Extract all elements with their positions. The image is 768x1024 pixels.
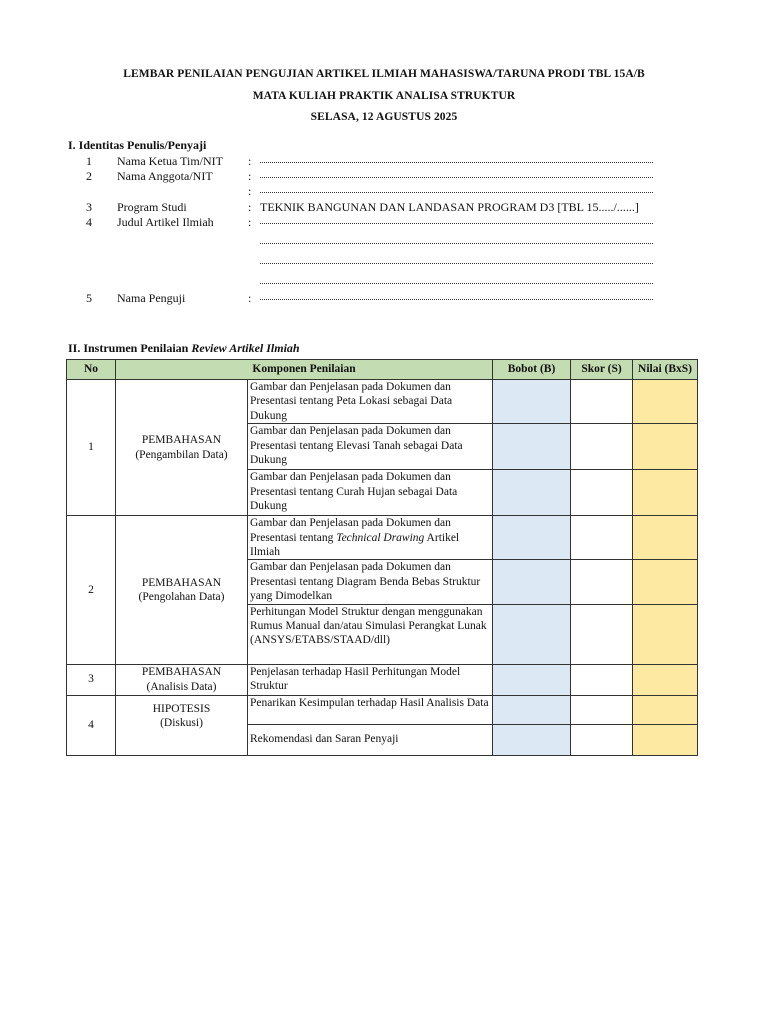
row-number: 5 (86, 291, 92, 305)
identity-row-judul-cont-3 (0, 275, 768, 290)
component-title: PEMBAHASAN (141, 666, 222, 679)
row-colon: : (248, 154, 252, 168)
nilai-cell[interactable] (633, 604, 698, 664)
component-subtitle: (Pengolahan Data) (138, 590, 225, 603)
skor-cell[interactable] (571, 560, 633, 604)
row-colon: : (248, 184, 252, 198)
section-2-heading (68, 341, 300, 356)
skor-cell[interactable] (571, 470, 633, 516)
col-header-bobot: Bobot (B) (493, 360, 571, 380)
row-number: 4 (86, 215, 92, 229)
table-row (67, 664, 698, 695)
group-component (116, 664, 248, 695)
skor-cell[interactable] (571, 424, 633, 470)
criterion-text: Penarikan Kesimpulan terhadap Hasil Analisis Data (248, 695, 493, 724)
bobot-cell[interactable] (493, 516, 571, 560)
table-row (67, 695, 698, 724)
criterion-text: Gambar dan Penjelasan pada Dokumen dan Presentasi tentang Peta Lokasi sebagai Data Dukung (248, 380, 493, 424)
criterion-text-part: Gambar dan Penjelasan pada Dokumen dan Presentasi tentang (250, 517, 454, 544)
row-label: Nama Ketua Tim/NIT (117, 154, 223, 168)
nilai-cell[interactable] (633, 380, 698, 424)
component-title: HIPOTESIS (152, 702, 211, 715)
col-header-skor: Skor (S) (571, 360, 633, 380)
col-header-komponen: Komponen Penilaian (116, 360, 493, 380)
group-number: 4 (67, 695, 116, 755)
document-title-line-1: LEMBAR PENILAIAN PENGUJIAN ARTIKEL ILMIAH MAHASISWA/TARUNA PRODI TBL 15A/B (123, 68, 645, 80)
nilai-cell[interactable] (633, 560, 698, 604)
identity-row-judul-cont-2 (0, 255, 768, 270)
component-title: PEMBAHASAN (141, 576, 222, 589)
section-1-heading: I. Identitas Penulis/Penyaji (68, 138, 207, 152)
identity-row-anggota (0, 169, 768, 184)
document-title-line-3: SELASA, 12 AGUSTUS 2025 (310, 111, 458, 123)
component-subtitle: (Pengambilan Data) (135, 448, 228, 461)
skor-cell[interactable] (571, 516, 633, 560)
row-number: 3 (86, 200, 92, 214)
bobot-cell[interactable] (493, 695, 571, 724)
criterion-text-part: Artikel Ilmiah (250, 531, 463, 559)
component-subtitle: (Analisis Data) (146, 680, 217, 693)
identity-row-anggota-2 (0, 184, 768, 199)
skor-cell[interactable] (571, 380, 633, 424)
nilai-cell[interactable] (633, 695, 698, 724)
criterion-text: Rekomendasi dan Saran Penyaji (248, 724, 493, 755)
section-2-heading-italic: Review Artikel Ilmiah (191, 341, 300, 355)
bobot-cell[interactable] (493, 470, 571, 516)
row-colon: : (248, 291, 252, 305)
nilai-cell[interactable] (633, 664, 698, 695)
assessment-table (66, 359, 698, 756)
identity-row-ketua (0, 154, 768, 169)
fill-in-line-anggota[interactable] (260, 169, 653, 178)
skor-cell[interactable] (571, 695, 633, 724)
criterion-text: Gambar dan Penjelasan pada Dokumen dan Presentasi tentang Elevasi Tanah sebagai Data Dukung (248, 424, 493, 470)
bobot-cell[interactable] (493, 380, 571, 424)
group-component (116, 516, 248, 664)
criterion-text: Perhitungan Model Struktur dengan menggunakan Rumus Manual dan/atau Simulasi Perangkat Lunak (ANSYS/ETABS/STAAD/dll) (248, 604, 493, 664)
program-studi-value: TEKNIK BANGUNAN DAN LANDASAN PROGRAM D3 [TBL 15...../......] (260, 200, 639, 214)
group-component (116, 380, 248, 516)
fill-in-line-judul-2[interactable] (260, 235, 653, 244)
row-label: Judul Artikel Ilmiah (117, 215, 214, 229)
nilai-cell[interactable] (633, 724, 698, 755)
nilai-cell[interactable] (633, 516, 698, 560)
row-colon: : (248, 215, 252, 229)
group-component (116, 695, 248, 755)
skor-cell[interactable] (571, 664, 633, 695)
criterion-text: Gambar dan Penjelasan pada Dokumen dan Presentasi tentang Curah Hujan sebagai Data Dukung (248, 470, 493, 516)
criterion-text: Gambar dan Penjelasan pada Dokumen dan Presentasi tentang Diagram Benda Bebas Struktur yang Dimodelkan (248, 560, 493, 604)
row-label: Nama Penguji (117, 291, 186, 305)
identity-row-penguji (0, 291, 768, 306)
document-title-line-2: MATA KULIAH PRAKTIK ANALISA STRUKTUR (252, 90, 516, 102)
fill-in-line-ketua[interactable] (260, 154, 653, 163)
row-label: Nama Anggota/NIT (117, 169, 213, 183)
table-row (67, 516, 698, 560)
identity-row-prodi (0, 200, 768, 215)
nilai-cell[interactable] (633, 470, 698, 516)
col-header-no: No (67, 360, 116, 380)
row-colon: : (248, 169, 252, 183)
row-number: 1 (86, 154, 92, 168)
group-number: 1 (67, 380, 116, 516)
bobot-cell[interactable] (493, 724, 571, 755)
fill-in-line-anggota-2[interactable] (260, 184, 653, 193)
bobot-cell[interactable] (493, 604, 571, 664)
bobot-cell[interactable] (493, 424, 571, 470)
row-colon: : (248, 200, 252, 214)
fill-in-line-judul-1[interactable] (260, 215, 653, 224)
group-number: 2 (67, 516, 116, 664)
bobot-cell[interactable] (493, 560, 571, 604)
skor-cell[interactable] (571, 604, 633, 664)
nilai-cell[interactable] (633, 424, 698, 470)
section-2-heading-text: II. Instrumen Penilaian (68, 341, 192, 355)
row-label: Program Studi (117, 200, 187, 214)
criterion-text: Penjelasan terhadap Hasil Perhitungan Model Struktur (248, 664, 493, 695)
component-title: PEMBAHASAN (141, 434, 222, 447)
row-number: 2 (86, 169, 92, 183)
group-number: 3 (67, 664, 116, 695)
skor-cell[interactable] (571, 724, 633, 755)
identity-row-judul (0, 215, 768, 230)
criterion-text (248, 516, 493, 560)
bobot-cell[interactable] (493, 664, 571, 695)
criterion-text-italic: Technical Drawing (336, 531, 425, 544)
fill-in-line-judul-4[interactable] (260, 275, 653, 284)
table-header-row (67, 360, 698, 380)
table-row (67, 380, 698, 424)
fill-in-line-judul-3[interactable] (260, 255, 653, 264)
col-header-nilai: Nilai (BxS) (633, 360, 698, 380)
fill-in-line-penguji[interactable] (260, 291, 653, 300)
component-subtitle: (Diskusi) (160, 717, 203, 730)
identity-row-judul-cont-1 (0, 235, 768, 250)
